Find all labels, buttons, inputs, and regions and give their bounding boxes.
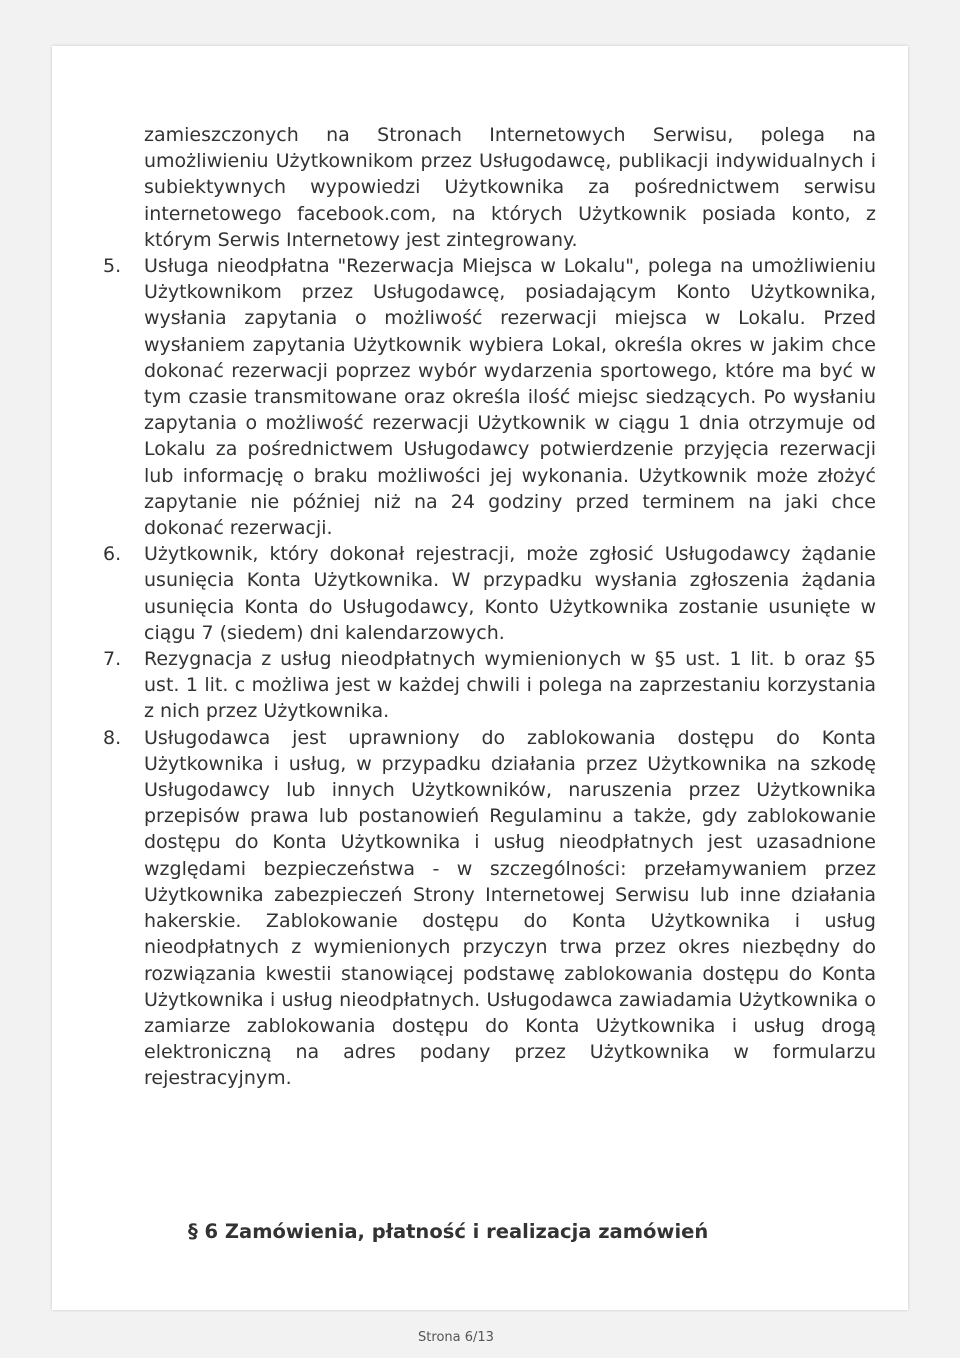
list-item-8 <box>92 725 876 1092</box>
list-number: 5. <box>103 255 122 278</box>
list-item-7 <box>92 646 876 725</box>
list-number: 8. <box>103 726 122 749</box>
list-number: 7. <box>103 648 122 671</box>
document-body <box>92 122 876 1092</box>
page-number-footer: Strona 6/13 <box>418 1330 494 1345</box>
list-item-5 <box>92 253 876 541</box>
section-heading: § 6 Zamówienia, płatność i realizacja zamówień <box>188 1220 709 1243</box>
list-number: 6. <box>103 543 122 566</box>
list-item-6 <box>92 541 876 646</box>
list-item-text: Rezygnacja z usług nieodpłatnych wymienionych w §5 ust. 1 lit. b oraz §5 ust. 1 lit. c możliwa jest w każdej chwili i polega na zaprzestaniu korzystania z nich przez Użytkownika. <box>144 648 876 723</box>
list-item-text: Usługodawca jest uprawniony do zablokowania dostępu do Konta Użytkownika i usług, w przypadku działania przez Użytkownika na szkodę Usługodawcy lub innych Użytkowników, naruszenia przez Użytkownika przepisów prawa lub postanowień Regulaminu a także, gdy zablokowanie dostępu do Konta Użytkownika i usług nieodpłatnych jest uzasadnione względami bezpieczeństwa - w szczególności: przełamywaniem przez Użytkownika zabezpieczeń Strony Internetowej Serwisu lub inne działania hakerskie. Zablokowanie dostępu do Konta Użytkownika i usług nieodpłatnych z wymienionych przyczyn trwa przez okres niezbędny do rozwiązania kwestii stanowiącej podstawę zablokowania dostępu do Konta Użytkownika i usług nieodpłatnych. Usługodawca zawiadamia Użytkownika o zamiarze zablokowania dostępu do Konta Użytkownika i usług drogą elektroniczną na adres podany przez Użytkownika w formularzu rejestracyjnym. <box>144 726 876 1090</box>
continuation-paragraph: zamieszczonych na Stronach Internetowych Serwisu, polega na umożliwieniu Użytkownikom przez Usługodawcę, publikacji indywidualnych i subiektywnych wypowiedzi Użytkownika za pośrednictwem serwisu internetowego facebook.com, na których Użytkownik posiada konto, z którym Serwis Internetowy jest zintegrowany. <box>144 124 876 251</box>
list-item-text: Usługa nieodpłatna "Rezerwacja Miejsca w Lokalu", polega na umożliwieniu Użytkownikom przez Usługodawcę, posiadającym Konto Użytkownika, wysłania zapytania o możliwość rezerwacji miejsca w Lokalu. Przed wysłaniem zapytania Użytkownik wybiera Lokal, określa okres w jakim chce dokonać rezerwacji poprzez wybór wydarzenia sportowego, które ma być w tym czasie transmitowane oraz określa ilość miejsc siedzących. Po wysłaniu zapytania o możliwość rezerwacji Użytkownik w ciągu 1 dnia otrzymuje od Lokalu za pośrednictwem Usługodawcy potwierdzenie przyjęcia rezerwacji lub informację o braku możliwości jej wykonania. Użytkownik może złożyć zapytanie nie później niż na 24 godziny przed terminem na jaki chce dokonać rezerwacji. <box>144 255 876 540</box>
list-item-text: Użytkownik, który dokonał rejestracji, może zgłosić Usługodawcy żądanie usunięcia Konta Użytkownika. W przypadku wysłania zgłoszenia żądania usunięcia Konta do Usługodawcy, Konto Użytkownika zostanie usunięte w ciągu 7 (siedem) dni kalendarzowych. <box>144 543 876 644</box>
